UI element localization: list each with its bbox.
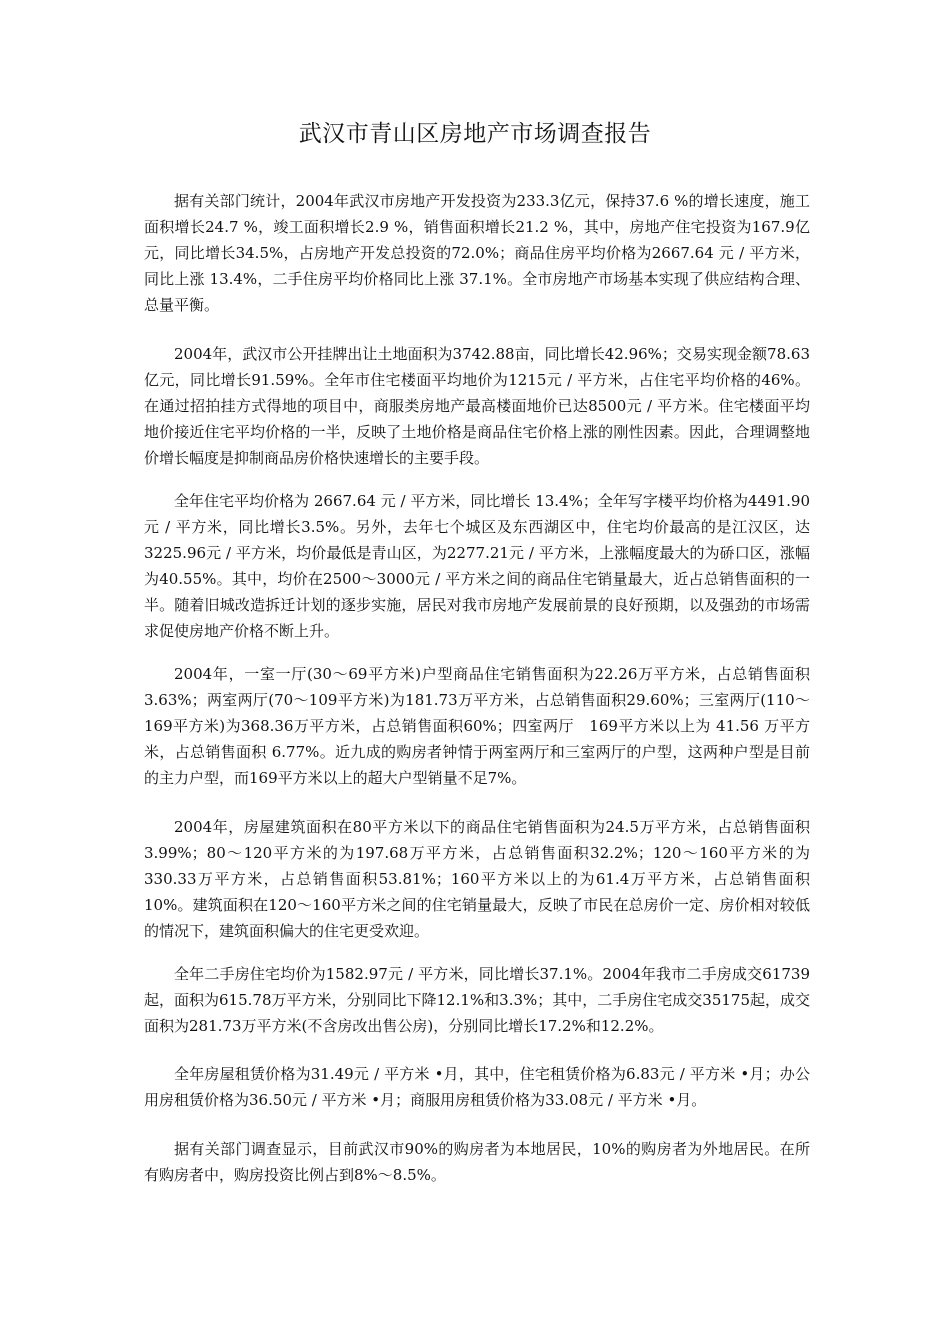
- paragraph-investment-overview: 据有关部门统计，2004年武汉市房地产开发投资为233.3亿元，保持37.6 %的增长速度，施工面积增长24.7 %，竣工面积增长2.9 %，销售面积增长21.2 %，其中，房地产住宅投资为167.9亿元，同比增长34.5%，占房地产开发总投资的72.0%；商品住房平均价格为2667.64 元 / 平方米，同比上涨 13.4%，二手住房平均价格同比上涨 37.1%。全市房地产市场基本实现了供应结构合理、总量平衡。: [144, 192, 810, 314]
- paragraph-land-transfer: 2004年，武汉市公开挂牌出让土地面积为3742.88亩，同比增长42.96%；交易实现金额78.63亿元，同比增长91.59%。全年市住宅楼面平均地价为1215元 / 平方米，占住宅平均价格的46%。在通过招拍挂方式得地的项目中，商服类房地产最高楼面地价已达8500元 / 平方米。住宅楼面平均地价接近住宅平均价格的一半，反映了土地价格是商品住宅价格上涨的刚性因素。因此，合理调整地价增长幅度是抑制商品房价格快速增长的主要手段。: [144, 345, 810, 467]
- paragraph-second-hand: 全年二手房住宅均价为1582.97元 / 平方米，同比增长37.1%。2004年我市二手房成交61739起，面积为615.78万平方米，分别同比下降12.1%和3.3%；其中，二手房住宅成交35175起，成交面积为281.73万平方米(不含房改出售公房)，分别同比增长17.2%和12.2%。: [144, 965, 810, 1035]
- paragraph-buyer-profile: 据有关部门调查显示，目前武汉市90%的购房者为本地居民，10%的购房者为外地居民。在所有购房者中，购房投资比例占到8%～8.5%。: [144, 1140, 810, 1184]
- paragraph-rental-prices: 全年房屋租赁价格为31.49元 / 平方米 •月，其中，住宅租赁价格为6.83元 / 平方米 •月；办公用房租赁价格为36.50元 / 平方米 •月；商服用房租赁价格为33.08元 / 平方米 •月。: [144, 1065, 810, 1109]
- paragraph-average-prices: 全年住宅平均价格为 2667.64 元 / 平方米，同比增长 13.4%；全年写字楼平均价格为4491.90元 / 平方米，同比增长3.5%。另外，去年七个城区及东西湖区中，住宅均价最高的是江汉区，达3225.96元 / 平方米，均价最低是青山区，为2277.21元 / 平方米，上涨幅度最大的为硚口区，涨幅为40.55%。其中，均价在2500～3000元 / 平方米之间的商品住宅销量最大，近占总销售面积的一半。随着旧城改造拆迁计划的逐步实施，居民对我市房地产发展前景的良好预期，以及强劲的市场需求促使房地产价格不断上升。: [144, 492, 810, 640]
- document-title: 武汉市青山区房地产市场调查报告: [298, 121, 652, 147]
- paragraph-unit-types: 2004年，一室一厅(30～69平方米)户型商品住宅销售面积为22.26万平方米，占总销售面积3.63%；两室两厅(70～109平方米)为181.73万平方米，占总销售面积29.60%；三室两厅(110～169平方米)为368.36万平方米，占总销售面积60%；四室两厅 169平方米以上为 41.56 万平方米，占总销售面积 6.77%。近九成的购房者钟情于两室两厅和三室两厅的户型，这两种户型是目前的主力户型，而169平方米以上的超大户型销量不足7%。: [144, 665, 810, 787]
- paragraph-floor-area: 2004年，房屋建筑面积在80平方米以下的商品住宅销售面积为24.5万平方米，占总销售面积3.99%；80～120平方米的为197.68万平方米，占总销售面积32.2%；120～160平方米的为330.33万平方米，占总销售面积53.81%；160平方米以上的为61.4万平方米，占总销售面积10%。建筑面积在120～160平方米之间的住宅销量最大，反映了市民在总房价一定、房价相对较低的情况下，建筑面积偏大的住宅更受欢迎。: [144, 818, 810, 940]
